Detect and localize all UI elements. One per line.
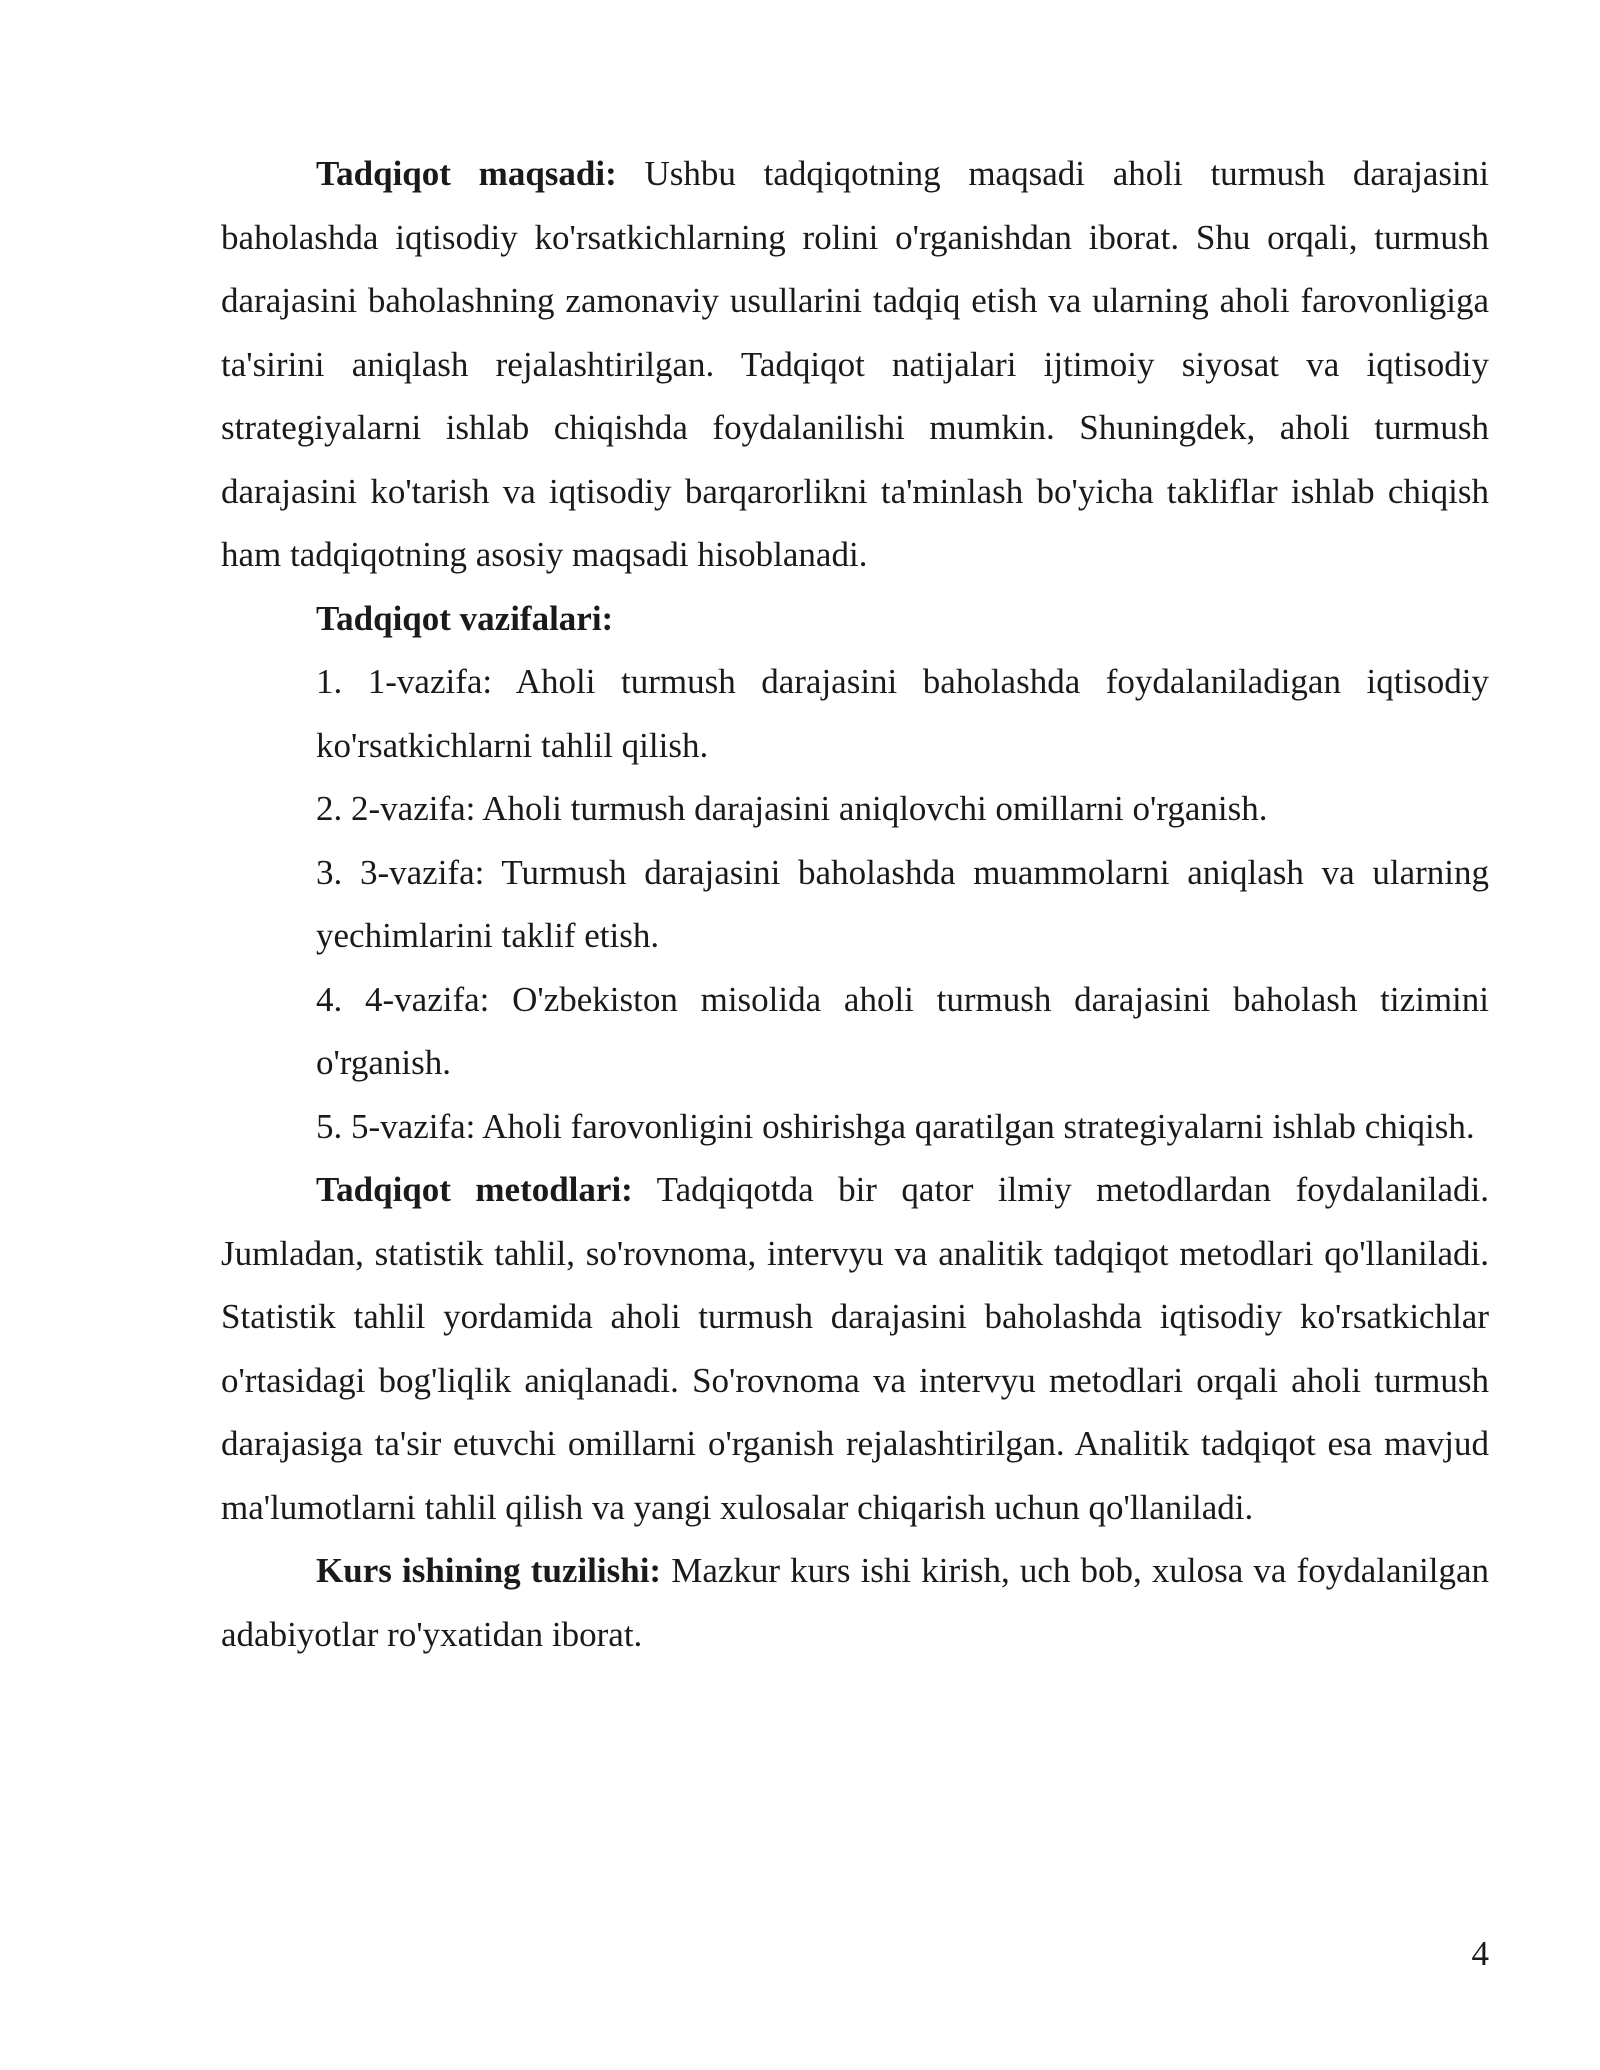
page-number: 4 [1471, 1934, 1489, 1973]
aim-paragraph [221, 142, 1489, 587]
methods-label: Tadqiqot metodlari: [316, 1170, 633, 1209]
tasks-list [221, 650, 1489, 1158]
aim-text: Ushbu tadqiqotning maqsadi aholi turmush darajasini baholashda iqtisodiy ko'rsatkichlarning rolini o'rganishdan iborat. Shu orqali, turmush darajasini baholashning zamonaviy usullarini tadqiq etish va ularning aholi farovonligiga ta'sirini aniqlash rejalashtirilgan. Tadqiqot natijalari ijtimoiy siyosat va iqtisodiy strategiyalarni ishlab chiqishda foydalanilishi mumkin. Shuningdek, aholi turmush darajasini ko'tarish va iqtisodiy barqarorlikni ta'minlash bo'yicha takliflar ishlab chiqish ham tadqiqotning asosiy maqsadi hisoblanadi. [221, 154, 1489, 574]
task-item-1: 1. 1-vazifa: Aholi turmush darajasini baholashda foydalaniladigan iqtisodiy ko'rsatkichlarni tahlil qilish. [316, 662, 1489, 765]
task-item-3: 3. 3-vazifa: Turmush darajasini baholashda muammolarni aniqlash va ularning yechimlarini taklif etish. [316, 852, 1489, 955]
structure-text: Mazkur kurs ishi kirish, uch bob, xulosa va foydalanilgan adabiyotlar ro'yxatidan iborat. [221, 1551, 1489, 1654]
methods-text: Tadqiqotda bir qator ilmiy metodlardan foydalaniladi. Jumladan, statistik tahlil, so'rovnoma, intervyu va analitik tadqiqot metodlari qo'llaniladi. Statistik tahlil yordamida aholi turmush darajasini baholashda iqtisodiy ko'rsatkichlar o'rtasidagi bog'liqlik aniqlanadi. So'rovnoma va intervyu metodlari orqali aholi turmush darajasiga ta'sir etuvchi omillarni o'rganish rejalashtirilgan. Analitik tadqiqot esa mavjud ma'lumotlarni tahlil qilish va yangi xulosalar chiqarish uchun qo'llaniladi. [221, 1170, 1489, 1527]
methods-paragraph [221, 1158, 1489, 1539]
document-page [221, 142, 1489, 1666]
task-item-5: 5. 5-vazifa: Aholi farovonligini oshirishga qaratilgan strategiyalarni ishlab chiqish. [316, 1106, 1475, 1146]
structure-label: Kurs ishining tuzilishi: [316, 1551, 662, 1590]
task-item-2: 2. 2-vazifa: Aholi turmush darajasini aniqlovchi omillarni o'rganish. [316, 789, 1268, 828]
task-item-4: 4. 4-vazifa: O'zbekiston misolida aholi turmush darajasini baholash tizimini o'rganish. [316, 979, 1489, 1082]
structure-paragraph [221, 1539, 1489, 1666]
aim-label: Tadqiqot maqsadi: [316, 154, 617, 193]
tasks-heading: Tadqiqot vazifalari: [316, 598, 614, 638]
